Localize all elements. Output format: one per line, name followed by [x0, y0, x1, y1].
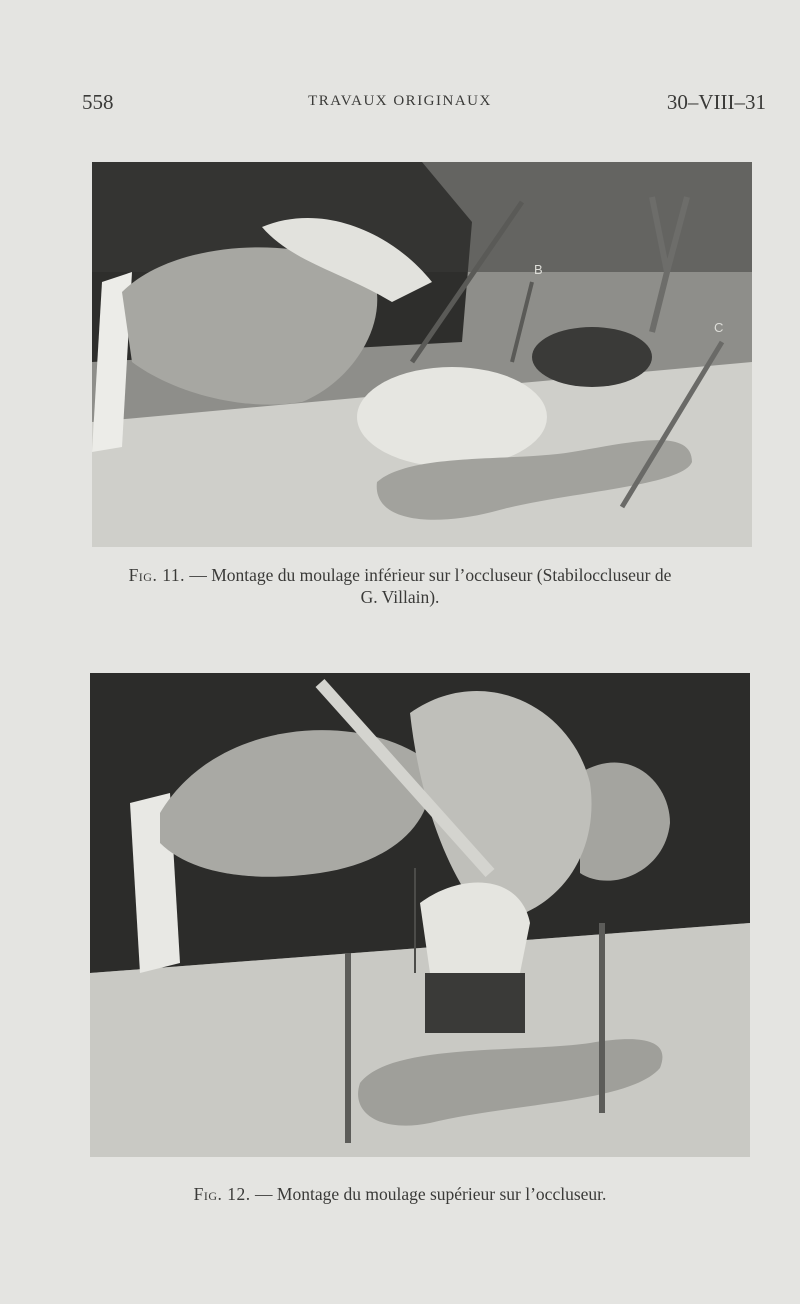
figure-12-label: Fig. 12.	[193, 1184, 251, 1204]
running-title: TRAVAUX ORIGINAUX	[308, 93, 492, 109]
figure-11-photograph	[92, 162, 752, 547]
figure-12-photograph	[90, 673, 750, 1157]
figure-12-caption	[0, 1183, 800, 1205]
figure-11-caption-text: — Montage du moulage inférieur sur l’occluseur (Stabiloccluseur de	[184, 565, 672, 585]
photo-marker-b: B	[534, 262, 543, 277]
issue-date: 30–VIII–31	[666, 90, 766, 114]
figure-11-caption-line2: G. Villain).	[360, 587, 440, 607]
running-header	[0, 90, 800, 120]
figure-11-caption	[0, 564, 800, 608]
figure-11-label: Fig. 11.	[128, 565, 185, 585]
photo-marker-c: C	[714, 320, 724, 335]
page-number: 558	[82, 90, 114, 114]
figure-12-caption-text: — Montage du moulage supérieur sur l’occluseur.	[250, 1184, 607, 1204]
